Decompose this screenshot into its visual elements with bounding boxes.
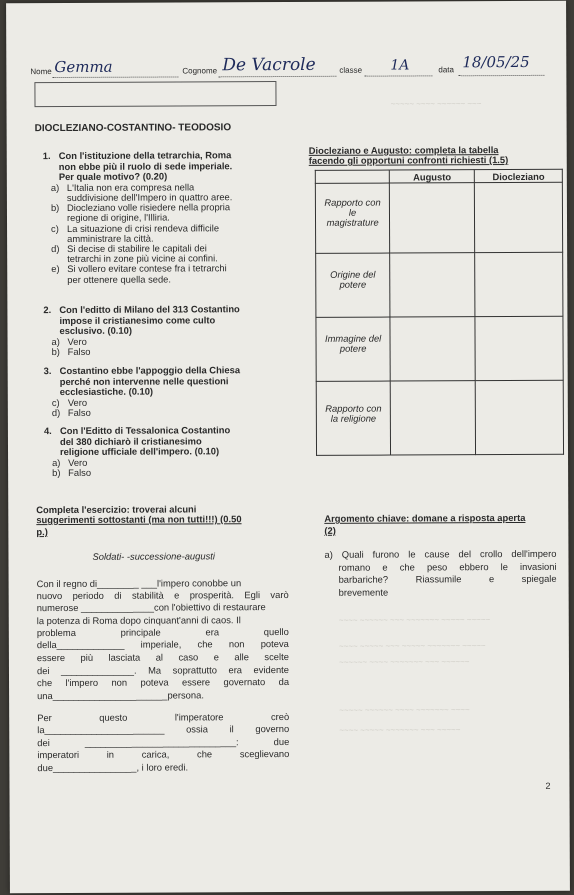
answer-cell-diocleziano[interactable] <box>476 380 564 454</box>
question-text-line: Costantino ebbe l'appoggio della Chiesa <box>59 364 241 376</box>
option-text[interactable]: tetrarchi in zone più vicine ai confini. <box>67 252 218 265</box>
option-text[interactable]: Vero <box>67 396 88 408</box>
exercise-line: una______________________persona. <box>37 689 204 702</box>
exercise-line: la potenza di Roma dopo cinquant'anni di caos. Il <box>36 614 241 627</box>
bleed-through-text: ~~~~~ ~~~~ ~~~~~~ ~~~ <box>390 99 482 109</box>
option-text[interactable]: Falso <box>67 406 91 418</box>
question-number: 4. <box>43 425 52 437</box>
bleed-through-text: ~~~~ ~~~~~ ~~~ ~~~~~ ~~~~~~~ ~~~~~ <box>338 641 486 651</box>
exercise-line: Con il regno di________ ___l'impero conobbe un <box>36 577 242 590</box>
row-label-line: la religione <box>330 412 377 424</box>
option-text[interactable]: amministrare la città. <box>67 232 154 244</box>
row-immagine <box>316 316 563 381</box>
class-label: classe <box>339 65 363 75</box>
option-text[interactable]: Vero <box>68 456 88 468</box>
exercise-line: dei ______________. Ma soprattutto era evidente <box>36 663 289 677</box>
header-cell-diocleziano: Diocleziano <box>475 169 563 182</box>
question-text-line: religione ufficiale dell'impero. (0.10) <box>59 445 220 458</box>
surname-line <box>218 76 336 78</box>
row-label <box>316 381 390 455</box>
bleed-through-text: ~~~~~~ ~~~~ ~~~~~~~ ~~~ ~~~~~~ <box>338 657 470 667</box>
bleed-through-text: ~~~~~ ~~~~~~ ~~~~ ~~~~~~~ ~~~~ <box>339 705 470 715</box>
question-text-line: Con l'editto di Milano del 313 Costantino <box>59 303 240 315</box>
option-letter[interactable]: e) <box>51 263 60 275</box>
header-cell-augusto: Augusto <box>389 170 474 183</box>
row-label-line: Origine del <box>330 268 376 280</box>
option-letter[interactable]: b) <box>51 345 60 358</box>
exercise-title-line1: Completa l'esercizio: troverai alcuni <box>36 503 197 516</box>
surname-label: Cognome <box>182 66 218 76</box>
exercise-line: dei _____________________________: due <box>37 735 290 749</box>
answer-cell-diocleziano[interactable] <box>475 182 563 252</box>
option-letter[interactable]: a) <box>52 456 61 468</box>
date-value: 18/05/25 <box>462 52 530 72</box>
exercise-line: che l'impero non poteva essere governato da <box>37 675 290 689</box>
question-number: 3. <box>43 365 52 377</box>
option-text[interactable]: regione di origine, l'Illiria. <box>66 211 170 224</box>
row-label <box>316 317 390 381</box>
row-label <box>316 253 390 317</box>
row-magistrature <box>315 182 562 253</box>
exercise-hints: Soldati- -successione-augusti <box>92 550 215 562</box>
key-topic-line: romano e che peso ebbero le invasioni <box>338 560 557 573</box>
row-label-line: magistrature <box>326 216 379 228</box>
option-text[interactable]: Falso <box>68 466 92 478</box>
name-value: Gemma <box>54 57 113 77</box>
option-text[interactable]: Vero <box>67 335 87 347</box>
comparison-table <box>315 169 564 456</box>
row-origine <box>316 252 563 317</box>
bleed-through-text: ~~~~ ~~~~~ ~~~~~~~ ~~~ ~~~~~ <box>339 725 461 735</box>
exercise-line: essere più lasciata al caso e alle scelte <box>36 650 289 664</box>
option-text[interactable]: Diocleziano volle risiedere nella propria <box>66 201 231 214</box>
row-label-line: Rapporto con <box>325 402 382 414</box>
question-text-line: non ebbe più il ruolo di sede imperiale. <box>58 159 233 172</box>
key-topic-title: Argomento chiave: domane a risposta aperta <box>324 511 526 524</box>
option-letter[interactable]: a) <box>51 335 60 347</box>
row-label-line: potere <box>339 342 367 354</box>
option-letter[interactable]: d) <box>51 406 61 419</box>
answer-cell-augusto[interactable] <box>390 381 475 455</box>
option-letter[interactable]: b) <box>50 202 60 214</box>
key-topic-line: barbariche? Riassumile e spiegale <box>338 572 557 585</box>
name-line <box>52 76 178 78</box>
row-label <box>315 183 389 253</box>
name-label: Nome <box>30 67 52 77</box>
question-text-line: impose il cristianesimo come culto <box>59 313 216 326</box>
date-line <box>458 75 544 76</box>
option-text[interactable]: Si vollero evitare contese fra i tetrarchi <box>67 262 227 275</box>
option-text[interactable]: La situazione di crisi rendeva difficile <box>67 221 220 234</box>
exercise-line: Per questo l'imperatore creò <box>37 710 290 724</box>
row-label-line: Immagine del <box>324 332 382 344</box>
exercise-title-line3: p.) <box>36 526 48 538</box>
question-text-line: Con l'istituzione della tetrarchia, Roma <box>58 149 232 161</box>
key-topic-line: a) Quali furono le cause del crollo dell'impero <box>324 547 557 560</box>
row-label-line: potere <box>339 278 367 290</box>
worksheet-page <box>6 1 570 893</box>
exercise-line: nuovo periodo di stabilità e prosperità. Egli varò <box>36 588 289 602</box>
question-text-line: esclusivo. (0.10) <box>59 324 132 337</box>
comparison-header-row <box>315 169 562 183</box>
option-text[interactable]: per ottenere quella sede. <box>67 273 172 285</box>
key-topic-line: brevemente <box>338 586 389 598</box>
date-label: data <box>438 65 454 75</box>
option-letter[interactable]: c) <box>51 396 60 408</box>
answer-cell-diocleziano[interactable] <box>475 252 563 316</box>
answer-cell-augusto[interactable] <box>390 253 475 317</box>
answer-cell-augusto[interactable] <box>390 183 475 253</box>
page-number: 2 <box>545 780 551 791</box>
table-title-line2: facendo gli opportuni confronti richiesti (1.5) <box>308 154 509 166</box>
exercise-line: della_____________ imperiale, che non poteva <box>36 637 289 651</box>
question-number: 2. <box>43 304 52 316</box>
exercise-line: due________________, i loro eredi. <box>37 761 189 774</box>
class-line <box>364 75 432 76</box>
exercise-line: problema principale era quello <box>36 625 289 639</box>
exercise-line: numerose ______________con l'obiettivo di restaurare <box>36 601 266 614</box>
option-letter[interactable]: c) <box>51 222 59 234</box>
option-text[interactable]: suddivisione dell'Impero in quattro aree. <box>66 191 233 203</box>
table-title-line1: Diocleziano e Augusto: completa la tabella <box>308 144 499 156</box>
question-text-line: ecclesiastiche. (0.10) <box>59 385 154 398</box>
option-text[interactable]: Si decise di stabilire le capitali dei <box>67 242 207 254</box>
grade-box <box>34 81 276 107</box>
question-number: 1. <box>42 150 51 162</box>
option-text[interactable]: L'Italia non era compresa nella <box>66 181 195 193</box>
row-label-line: Rapporto con <box>324 196 381 208</box>
question-text-line: Con l'Editto di Tessalonica Costantino <box>59 424 231 436</box>
answer-cell-augusto[interactable] <box>390 317 475 381</box>
row-religione <box>316 380 563 455</box>
exercise-line: imperatori in carica, che sceglievano <box>37 747 290 761</box>
question-text-line: Per quale motivo? (0.20) <box>58 170 168 183</box>
option-text[interactable]: Falso <box>67 345 91 357</box>
option-letter[interactable]: d) <box>51 242 60 255</box>
question-text-line: del 380 dichiarò il cristianesimo <box>59 434 202 447</box>
key-topic-points: (2) <box>324 524 336 536</box>
question-text-line: perché non intervenne nelle questioni <box>59 374 229 387</box>
row-label-line: le <box>348 206 357 218</box>
option-letter[interactable]: b) <box>52 466 61 479</box>
bleed-through-text: ~~~~ ~~~~~~ ~~~ ~~~~~~~ ~~~~~ ~~~~~ <box>338 615 491 625</box>
surname-value: De Vacrole <box>222 54 316 76</box>
class-value: 1A <box>390 57 410 74</box>
option-letter[interactable]: a) <box>50 181 60 193</box>
page-title: DIOCLEZIANO-COSTANTINO- TEODOSIO <box>34 122 232 135</box>
answer-cell-diocleziano[interactable] <box>475 316 563 380</box>
exercise-line: la_______________________ ossia il governo <box>37 722 290 736</box>
exercise-title-line2: suggerimenti sottostanti (ma non tutti!!!) (0.50 <box>36 513 242 526</box>
header-cell-empty <box>315 170 389 183</box>
